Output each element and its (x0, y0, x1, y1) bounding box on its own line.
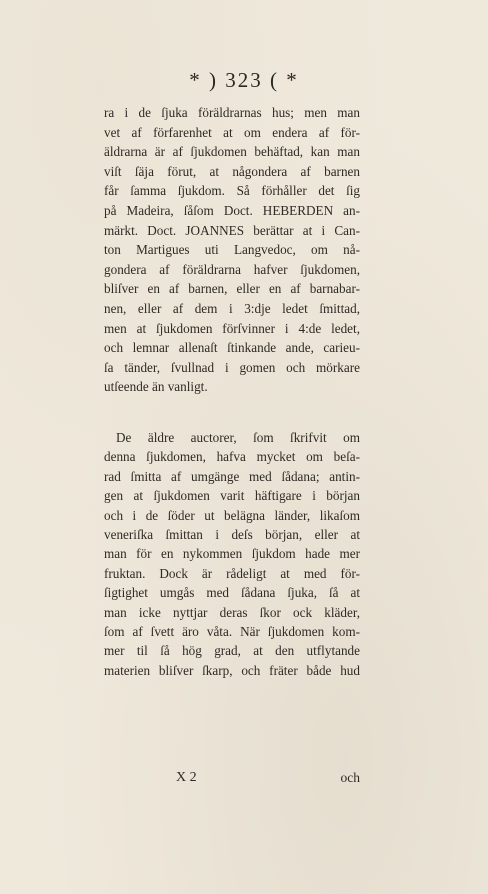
text-line: och i de ſöder ut belägna länder, likaſom (104, 507, 360, 523)
text-line: fruktan. Dock är rådeligt at med för- (104, 565, 360, 581)
paragraph-2 (104, 428, 360, 680)
text-line: ra i de ſjuka föräldrarnas hus; men man (104, 105, 360, 120)
catchword: och (340, 770, 360, 785)
text-line: mer til ſå hög grad, at den utflytande (104, 643, 360, 659)
paragraph-1 (104, 103, 360, 397)
text-line: De äldre auctorer, ſom ſkrifvit om (116, 430, 360, 445)
page-footer (104, 770, 360, 792)
text-line: får ſamma ſjukdom. Så förhåller det ſig (104, 183, 360, 199)
text-line: äldrarna är af ſjukdomen behäftad, kan man (104, 144, 360, 160)
text-line: ſom af ſvett äro våta. När ſjukdomen kom- (104, 623, 360, 639)
text-line: bliſver en af barnen, eller en af barnabar- (104, 281, 360, 297)
text-line: denna ſjukdomen, hafva mycket om beſa- (104, 449, 360, 465)
text-line: vet af förfarenhet at om endera af för- (104, 124, 360, 140)
text-line: och lemnar allenaſt ſtinkande ande, carieu- (104, 340, 360, 356)
text-line: viſt ſäja förut, at någondera af barnen (104, 163, 360, 179)
text-line: ton Martigues uti Langvedoc, om nå- (104, 242, 360, 258)
text-line: rad ſmitta af umgänge med ſådana; antin- (104, 468, 360, 484)
text-line: man för en nykommen ſjukdom hade mer (104, 546, 360, 562)
text-line: gen at ſjukdomen varit häftigare i början (104, 488, 360, 504)
text-line: utſeende än vanligt. (104, 379, 208, 395)
text-line: materien bliſver ſkarp, och fräter både hud (104, 662, 360, 678)
text-line: på Madeira, ſåſom Doct. HEBERDEN an- (104, 202, 360, 218)
signature-mark: X 2 (176, 770, 197, 785)
text-line: man icke nyttjar deras ſkor ock kläder, (104, 604, 360, 620)
text-line: märkt. Doct. JOANNES berättar at i Can- (104, 222, 360, 238)
text-line: veneriſka ſmittan i deſs början, eller at (104, 526, 360, 542)
text-line: ſigtighet umgås med ſådana ſjuka, ſå at (104, 585, 360, 601)
text-line: gondera af föräldrarna hafver ſjukdomen, (104, 261, 360, 277)
text-line: men at ſjukdomen förſvinner i 4:de ledet, (104, 320, 360, 336)
text-line: nen, eller af dem i 3:dje ledet ſmittad, (104, 300, 360, 316)
text-line: ſa tänder, ſvullnad i gomen och mörkare (104, 359, 360, 375)
page-header: * ) 323 ( * (189, 68, 299, 92)
